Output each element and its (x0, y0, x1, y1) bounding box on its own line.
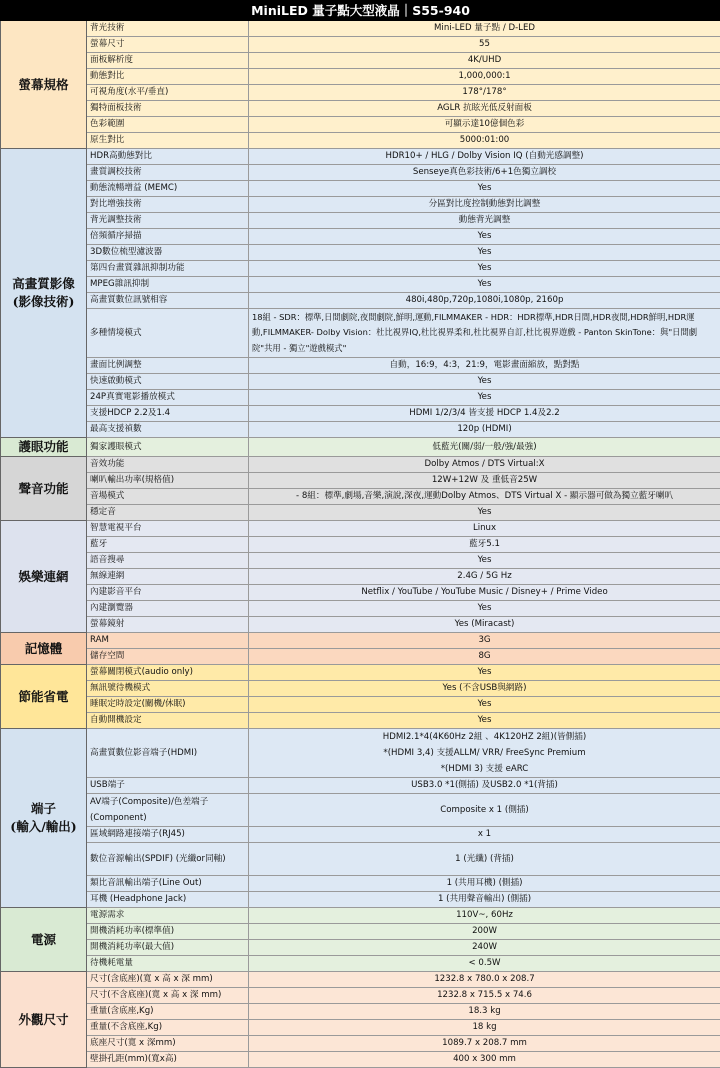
spec-item-label: 背光技術 (87, 21, 249, 37)
spec-item-value: 55 (249, 37, 720, 53)
spec-row (1, 422, 720, 438)
spec-item-label: 智慧電視平台 (87, 521, 249, 537)
spec-item-label: 對比增強技術 (87, 197, 249, 213)
spec-item-label: 無訊號待機模式 (87, 681, 249, 697)
spec-row (1, 261, 720, 277)
spec-item-label: 類比音訊輸出端子(Line Out) (87, 876, 249, 892)
spec-row (1, 681, 720, 697)
spec-item-label: 音效功能 (87, 457, 249, 473)
spec-item-label: 待機耗電量 (87, 956, 249, 972)
spec-row (1, 245, 720, 261)
spec-item-value: 2.4G / 5G Hz (249, 569, 720, 585)
spec-row (1, 277, 720, 293)
spec-item-label: 獨特面板技術 (87, 101, 249, 117)
spec-row (1, 197, 720, 213)
spec-item-value: 110V~, 60Hz (249, 908, 720, 924)
spec-row (1, 293, 720, 309)
spec-item-label: 區域網路連接端子(RJ45) (87, 827, 249, 843)
spec-item-label: 3D數位梳型濾波器 (87, 245, 249, 261)
spec-row (1, 633, 720, 649)
spec-item-value: Yes (249, 390, 720, 406)
spec-row (1, 101, 720, 117)
spec-row (1, 358, 720, 374)
spec-item-value: Mini-LED 量子點 / D-LED (249, 21, 720, 37)
spec-item-label: 高畫質數位訊號相容 (87, 293, 249, 309)
spec-item-label: 螢幕鏡射 (87, 617, 249, 633)
spec-item-value: 4K/UHD (249, 53, 720, 69)
spec-item-value: 1 (光纖) (背插) (249, 843, 720, 876)
spec-item-value: Linux (249, 521, 720, 537)
spec-item-label: 底座尺寸(寬 x 深mm) (87, 1036, 249, 1052)
spec-item-value: 分區對比度控制動態對比調整 (249, 197, 720, 213)
section-label: 聲音功能 (1, 457, 87, 521)
spec-item-label: 倍頻循序掃描 (87, 229, 249, 245)
spec-item-value: 18 kg (249, 1020, 720, 1036)
spec-item-value: USB3.0 *1(側插) 及USB2.0 *1(背插) (249, 778, 720, 794)
section-label: 護眼功能 (1, 438, 87, 457)
spec-row (1, 69, 720, 85)
spec-item-value: Dolby Atmos / DTS Virtual:X (249, 457, 720, 473)
section-label: 節能省電 (1, 665, 87, 729)
spec-item-value: 400 x 300 mm (249, 1052, 720, 1068)
spec-item-label: 內建影音平台 (87, 585, 249, 601)
spec-item-value: x 1 (249, 827, 720, 843)
spec-row (1, 843, 720, 876)
spec-item-value: Yes (Miracast) (249, 617, 720, 633)
spec-row (1, 940, 720, 956)
spec-row (1, 133, 720, 149)
spec-item-value: 3G (249, 633, 720, 649)
spec-row (1, 165, 720, 181)
spec-item-label: 數位音源輸出(SPDIF) (光纖or同軸) (87, 843, 249, 876)
section-label: 娛樂連網 (1, 521, 87, 633)
spec-row (1, 457, 720, 473)
spec-item-value: Yes (249, 181, 720, 197)
page-title: MiniLED 量子點大型液晶｜S55-940 (1, 1, 720, 21)
spec-item-value: 1232.8 x 715.5 x 74.6 (249, 988, 720, 1004)
spec-item-label: 多種情境模式 (87, 309, 249, 358)
spec-row (1, 553, 720, 569)
spec-row (1, 309, 720, 358)
spec-row (1, 181, 720, 197)
spec-row (1, 617, 720, 633)
spec-item-value: HDMI 1/2/3/4 皆支援 HDCP 1.4及2.2 (249, 406, 720, 422)
spec-item-value: 1 (共用耳機) (側插) (249, 876, 720, 892)
section-label: 記憶體 (1, 633, 87, 665)
spec-row (1, 827, 720, 843)
spec-row (1, 778, 720, 794)
spec-row (1, 213, 720, 229)
spec-row (1, 713, 720, 729)
spec-row (1, 229, 720, 245)
spec-item-label: 儲存空間 (87, 649, 249, 665)
spec-item-value: Yes (249, 601, 720, 617)
spec-row (1, 876, 720, 892)
spec-item-label: 獨家護眼模式 (87, 438, 249, 457)
spec-item-label: 第四台畫質雜訊抑制功能 (87, 261, 249, 277)
spec-row (1, 521, 720, 537)
spec-row (1, 117, 720, 133)
spec-item-value: 1,000,000:1 (249, 69, 720, 85)
spec-row (1, 908, 720, 924)
spec-item-label: 高畫質數位影音端子(HDMI) (87, 729, 249, 778)
section-label: 電源 (1, 908, 87, 972)
spec-item-value: Composite x 1 (側插) (249, 794, 720, 827)
spec-row (1, 665, 720, 681)
spec-item-label: 穩定音 (87, 505, 249, 521)
spec-item-value: 1 (共用聲音輸出) (側插) (249, 892, 720, 908)
spec-item-label: AV端子(Composite)/色差端子(Component) (87, 794, 249, 827)
spec-row (1, 569, 720, 585)
spec-item-value: Yes (249, 261, 720, 277)
spec-item-label: 24P真實電影播放模式 (87, 390, 249, 406)
spec-item-label: 面板解析度 (87, 53, 249, 69)
spec-item-value: 1232.8 x 780.0 x 208.7 (249, 972, 720, 988)
spec-item-value: 18組 - SDR：標準,日間劇院,夜間劇院,鮮明,運動,FILMMAKER - HDR：HDR標準,HDR日間,HDR夜間,HDR鮮明,HDR運動,FILMMAKER- Dolby Vision：杜比視界IQ,杜比視界柔和,杜比視界自訂,杜比視界遊戲 - Panton SkinTone：與"日間劇院"共用 - 獨立"遊戲模式" (249, 309, 720, 358)
spec-item-value: Yes (249, 229, 720, 245)
spec-item-value: 240W (249, 940, 720, 956)
spec-row (1, 1052, 720, 1068)
spec-row (1, 438, 720, 457)
spec-item-value: 120p (HDMI) (249, 422, 720, 438)
spec-row (1, 892, 720, 908)
spec-item-value: Yes (249, 277, 720, 293)
spec-item-label: 螢幕尺寸 (87, 37, 249, 53)
spec-item-value: Yes (249, 713, 720, 729)
spec-item-label: RAM (87, 633, 249, 649)
spec-row (1, 53, 720, 69)
spec-item-label: 支援HDCP 2.2及1.4 (87, 406, 249, 422)
spec-row (1, 794, 720, 827)
section-label: 外觀尺寸 (1, 972, 87, 1068)
spec-item-label: 電源需求 (87, 908, 249, 924)
section-label: 螢幕規格 (1, 21, 87, 149)
spec-item-label: 最高支援禎數 (87, 422, 249, 438)
spec-row (1, 1004, 720, 1020)
spec-item-value: Senseye真色彩技術/6+1色獨立調校 (249, 165, 720, 181)
spec-item-label: 壁掛孔距(mm)(寬x高) (87, 1052, 249, 1068)
spec-row (1, 924, 720, 940)
spec-item-label: 尺寸(不含底座)(寬 x 高 x 深 mm) (87, 988, 249, 1004)
spec-item-value: 18.3 kg (249, 1004, 720, 1020)
spec-row (1, 1036, 720, 1052)
spec-item-value: AGLR 抗眩光低反射面板 (249, 101, 720, 117)
spec-item-value: Yes (249, 553, 720, 569)
spec-item-label: 無線連網 (87, 569, 249, 585)
spec-row (1, 406, 720, 422)
spec-item-label: 動態對比 (87, 69, 249, 85)
spec-row (1, 149, 720, 165)
spec-item-label: 音場模式 (87, 489, 249, 505)
spec-row (1, 956, 720, 972)
spec-item-label: 畫質調校技術 (87, 165, 249, 181)
spec-item-value: 8G (249, 649, 720, 665)
spec-row (1, 988, 720, 1004)
spec-item-label: 畫面比例調整 (87, 358, 249, 374)
spec-item-label: 語音搜尋 (87, 553, 249, 569)
spec-item-label: 重量(不含底座,Kg) (87, 1020, 249, 1036)
spec-item-value: 低藍光(關/弱/一般/強/最強) (249, 438, 720, 457)
spec-row (1, 1020, 720, 1036)
spec-item-label: 喇叭輸出功率(規格值) (87, 473, 249, 489)
spec-item-label: 重量(含底座,Kg) (87, 1004, 249, 1020)
spec-item-value: Yes (249, 374, 720, 390)
spec-item-label: 原生對比 (87, 133, 249, 149)
spec-row (1, 601, 720, 617)
spec-row (1, 697, 720, 713)
spec-item-value: < 0.5W (249, 956, 720, 972)
spec-row (1, 585, 720, 601)
spec-row (1, 390, 720, 406)
section-label: 端子 (輸入/輸出) (1, 729, 87, 908)
spec-item-value: 動態背光調整 (249, 213, 720, 229)
spec-row (1, 505, 720, 521)
spec-row (1, 374, 720, 390)
spec-item-label: 尺寸(含底座)(寬 x 高 x 深 mm) (87, 972, 249, 988)
spec-row (1, 537, 720, 553)
spec-row (1, 972, 720, 988)
spec-row (1, 85, 720, 101)
spec-item-label: 開機消耗功率(標準值) (87, 924, 249, 940)
title-row (1, 1, 720, 21)
spec-item-value: - 8組：標準,劇場,音樂,演說,深夜,運動Dolby Atmos、DTS Virtual X - 顯示器可做為獨立藍牙喇叭 (249, 489, 720, 505)
spec-row (1, 473, 720, 489)
section-label: 高畫質影像 (影像技術) (1, 149, 87, 438)
spec-row (1, 37, 720, 53)
spec-item-value: 1089.7 x 208.7 mm (249, 1036, 720, 1052)
spec-item-label: 可視角度(水平/垂直) (87, 85, 249, 101)
spec-row (1, 729, 720, 778)
spec-item-label: 藍牙 (87, 537, 249, 553)
spec-row (1, 649, 720, 665)
spec-item-value: 可顯示達10億個色彩 (249, 117, 720, 133)
spec-item-value: 自動，16:9，4:3，21:9，電影畫面縮放，點對點 (249, 358, 720, 374)
spec-item-label: 動態流暢增益 (MEMC) (87, 181, 249, 197)
spec-item-value: 12W+12W 及 重低音25W (249, 473, 720, 489)
spec-item-value: 178°/178° (249, 85, 720, 101)
spec-item-value: Yes (249, 245, 720, 261)
spec-row (1, 21, 720, 37)
spec-item-value: HDR10+ / HLG / Dolby Vision IQ (自動光感調整) (249, 149, 720, 165)
spec-item-value: HDMI2.1*4(4K60Hz 2組 、4K120HZ 2組)(皆側插) *(HDMI 3,4) 支援ALLM/ VRR/ FreeSync Premium *(HDMI 3) 支援 eARC (249, 729, 720, 778)
spec-item-label: 內建瀏覽器 (87, 601, 249, 617)
spec-item-label: HDR高動態對比 (87, 149, 249, 165)
spec-item-label: 睡眠定時設定(關機/休眠) (87, 697, 249, 713)
spec-item-label: 螢幕關閉模式(audio only) (87, 665, 249, 681)
spec-item-label: 耳機 (Headphone Jack) (87, 892, 249, 908)
spec-item-value: Yes (249, 505, 720, 521)
spec-item-value: 5000:01:00 (249, 133, 720, 149)
spec-item-label: 背光調整技術 (87, 213, 249, 229)
spec-item-value: Yes (249, 665, 720, 681)
spec-item-value: 藍牙5.1 (249, 537, 720, 553)
spec-item-value: 200W (249, 924, 720, 940)
spec-item-label: 自動開機設定 (87, 713, 249, 729)
spec-item-label: 開機消耗功率(最大值) (87, 940, 249, 956)
spec-item-label: 色彩範圍 (87, 117, 249, 133)
spec-item-label: MPEG雜訊抑制 (87, 277, 249, 293)
spec-item-value: Yes (不含USB與網路) (249, 681, 720, 697)
spec-item-value: Netflix / YouTube / YouTube Music / Disney+ / Prime Video (249, 585, 720, 601)
spec-table-body (1, 1, 720, 1068)
spec-item-label: 快速啟動模式 (87, 374, 249, 390)
spec-row (1, 489, 720, 505)
spec-item-value: 480i,480p,720p,1080i,1080p, 2160p (249, 293, 720, 309)
spec-item-value: Yes (249, 697, 720, 713)
spec-item-label: USB端子 (87, 778, 249, 794)
